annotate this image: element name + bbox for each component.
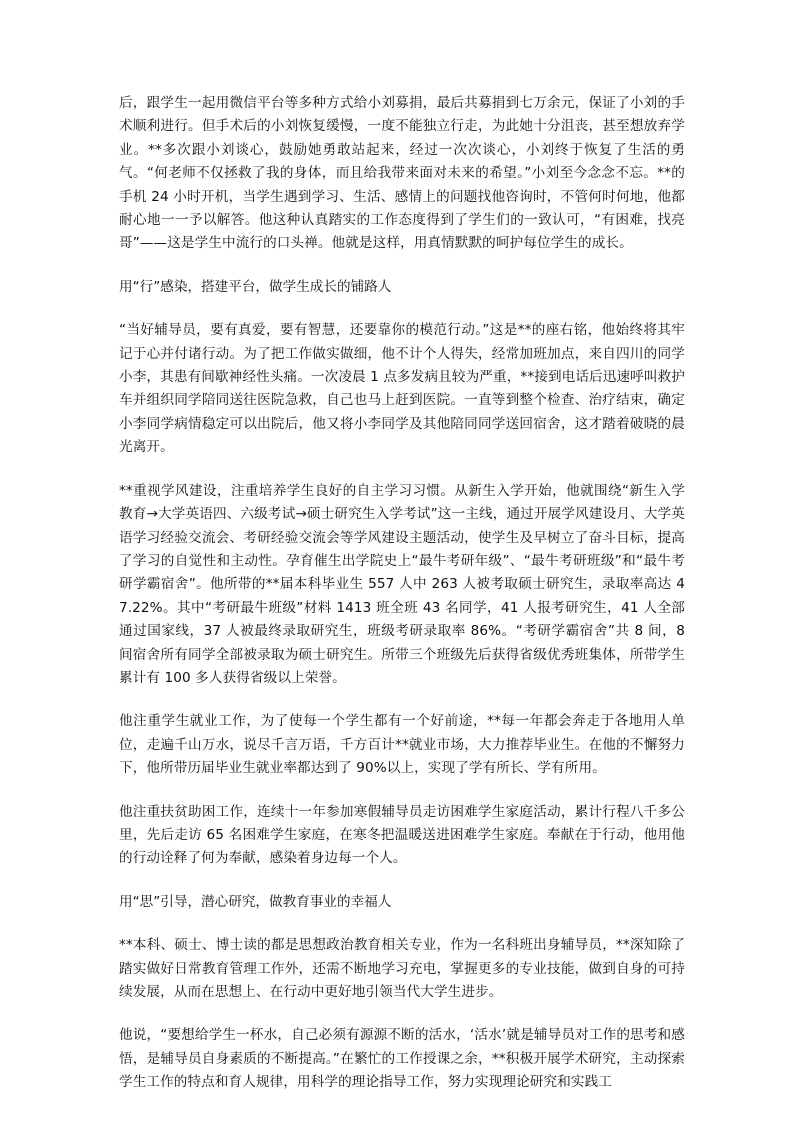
paragraph-6: **本科、硕士、博士读的都是思想政治教育相关专业，作为一名科班出身辅导员，**深知除了踏实做好日常教育管理工作外，还需不断地学习充电，掌握更多的专业技能，做到自身的可持续发展，从而在思想上、在行动中更好地引领当代大学生进步。 — [119, 937, 685, 1000]
section-heading-thought: 用“思”引导，潜心研究，做教育事业的幸福人 — [119, 893, 392, 910]
paragraph-7: 他说，“要想给学生一杯水，自己必须有源源不断的活水，‘活水’就是辅导员对工作的思考和感悟，是辅导员自身素质的不断提高。”在繁忙的工作授课之余，**积极开展学术研究，主动探索学生工作的特点和育人规律，用科学的理论指导工作，努力实现理论研究和实践工 — [119, 1027, 685, 1091]
paragraph-4: 他注重学生就业工作，为了使每一个学生都有一个好前途，**每一年都会奔走于各地用人单位，走遍千山万水，说尽千言万语，千方百计**就业市场，大力推荐毕业生。在他的不懈努力下，他所带历届毕业生就业率都达到了 90%以上，实现了学有所长、学有所用。 — [119, 713, 685, 777]
section-heading-action: 用“行”感染，搭建平台，做学生成长的铺路人 — [119, 278, 392, 295]
document-page — [119, 92, 685, 1115]
paragraph-3: **重视学风建设，注重培养学生良好的自主学习习惯。从新生入学开始，他就围绕“新生入学教育→大学英语四、六级考试→硕士研究生入学考试”这一主线，通过开展学风建设月、大学英语学习经验交流会、考研经验交流会等学风建设主题活动，使学生及早树立了奋斗目标，提高了学习的自觉性和主动性。孕育催生出学院史上“最牛考研年级”、“最牛考研班级”和“最牛考研学霸宿舍”。他所带的**届本科毕业生 557 人中 263 人被考取硕士研究生，录取率高达 47.22%。其中“考研最牛班级”材料 1413 班全班 43 名同学，41 人报考研究生，41 人全部通过国家线，37 人被最终录取研究生，班级考研录取率 86%。“考研学霸宿舍”共 8 间，8 间宿舍所有同学全部被录取为硕士研究生。所带三个班级先后获得省级优秀班集体，所带学生累计有 100 多人获得省级以上荣誉。 — [119, 482, 685, 686]
paragraph-2: “当好辅导员，要有真爱，要有智慧，还要靠你的模范行动。”这是**的座右铭，他始终将其牢记于心并付诸行动。为了把工作做实做细，他不计个人得失，经常加班加点，来自四川的同学小李，其患有间歇神经性头痛。一次凌晨 1 点多发病且较为严重，**接到电话后迅速呼叫救护车并组织同学陪同送往医院急救，自己也马上赶到医院。一直等到整个检查、治疗结束，确定小李同学病情稳定可以出院后，他又将小李同学及其他陪同同学送回宿舍，这才踏着破晓的晨光离开。 — [119, 322, 685, 456]
paragraph-1: 后，跟学生一起用微信平台等多种方式给小刘募捐，最后共募捐到七万余元，保证了小刘的手术顺利进行。但手术后的小刘恢复缓慢，一度不能独立行走，为此她十分沮丧，甚至想放弃学业。**多次跟小刘谈心，鼓励她勇敢站起来，经过一次次谈心，小刘终于恢复了生活的勇气。“何老师不仅拯救了我的身体，而且给我带来面对未来的希望。”小刘至今念念不忘。**的手机 24 小时开机，当学生遇到学习、生活、感情上的问题找他咨询时，不管何时何地，他都耐心地一一予以解答。他这种认真踏实的工作态度得到了学生们的一致认可，“有困难，找亮哥”——这是学生中流行的口头禅。他就是这样，用真情默默的呵护每位学生的成长。 — [119, 95, 685, 252]
paragraph-5: 他注重扶贫助困工作，连续十一年参加寒假辅导员走访困难学生家庭活动，累计行程八千多公里，先后走访 65 名困难学生家庭，在寒冬把温暖送进困难学生家庭。奉献在于行动，他用他的行动诠释了何为奉献，感染着身边每一个人。 — [119, 803, 685, 867]
